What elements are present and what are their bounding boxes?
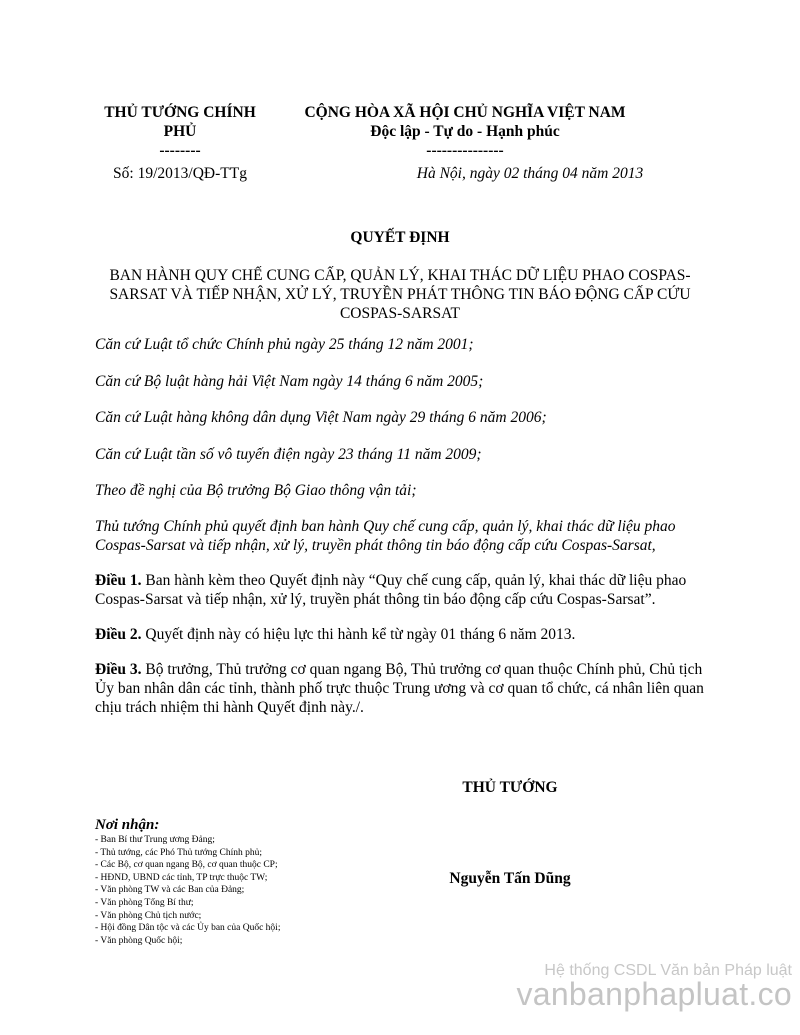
motto-separator: --------------- xyxy=(426,142,504,159)
agency-separator: -------- xyxy=(159,142,201,159)
article-1-text: Ban hành kèm theo Quyết định này “Quy chế cung cấp, quản lý, khai thác dữ liệu phao Cospas-Sarsat và tiếp nhận, xử lý, truyền phát thông tin báo động cấp cứu Cospas-Sarsat”. xyxy=(95,572,687,608)
recipient-item: - Các Bộ, cơ quan ngang Bộ, cơ quan thuộc CP; xyxy=(95,860,278,871)
watermark-caption: Hệ thống CSDL Văn bản Pháp luật xyxy=(544,962,792,979)
article-2 xyxy=(95,625,705,645)
legal-basis-4: Căn cứ Luật tần số vô tuyến điện ngày 23 tháng 11 năm 2009; xyxy=(95,446,482,463)
article-2-label: Điều 2. xyxy=(95,626,142,643)
decision-preamble: Thủ tướng Chính phủ quyết định ban hành Quy chế cung cấp, quản lý, khai thác dữ liệu phao Cospas-Sarsat và tiếp nhận, xử lý, truyền phát thông tin báo động cấp cứu Cospas-Sarsat, xyxy=(95,518,676,554)
recipient-item: - Văn phòng Quốc hội; xyxy=(95,935,183,946)
recipient-item: - Văn phòng Tổng Bí thư; xyxy=(95,898,194,908)
article-1-label: Điều 1. xyxy=(95,572,142,589)
signer-name: Nguyễn Tấn Dũng xyxy=(449,870,571,887)
legal-basis-1: Căn cứ Luật tổ chức Chính phủ ngày 25 tháng 12 năm 2001; xyxy=(95,336,474,353)
article-1 xyxy=(95,571,705,609)
place-and-date: Hà Nội, ngày 02 tháng 04 năm 2013 xyxy=(416,165,644,182)
document-subtitle: BAN HÀNH QUY CHẾ CUNG CẤP, QUẢN LÝ, KHAI THÁC DỮ LIỆU PHAO COSPAS-SARSAT VÀ TIẾP NHẬN, XỬ LÝ, TRUYỀN PHÁT THÔNG TIN BÁO ĐỘNG CẤP CỨU COSPAS-SARSAT xyxy=(109,267,691,322)
national-title: CỘNG HÒA XÃ HỘI CHỦ NGHĨA VIỆT NAM xyxy=(304,104,626,121)
article-3-label: Điều 3. xyxy=(95,661,142,678)
recipient-item: - Ban Bí thư Trung ương Đảng; xyxy=(95,835,215,845)
recipient-item: - Văn phòng Chủ tịch nước; xyxy=(95,910,202,921)
recipient-item: - Thủ tướng, các Phó Thủ tướng Chính phủ; xyxy=(95,847,262,858)
recipient-item: - Văn phòng TW và các Ban của Đảng; xyxy=(95,885,245,896)
national-motto: Độc lập - Tự do - Hạnh phúc xyxy=(370,123,560,140)
watermark-site: vanbanphapluat.co xyxy=(516,976,792,1012)
recipient-item: - HĐND, UBND các tỉnh, TP trực thuộc TW; xyxy=(95,872,268,883)
article-3-text: Bộ trưởng, Thủ trưởng cơ quan ngang Bộ, Thủ trưởng cơ quan thuộc Chính phủ, Chủ tịch Ủy ban nhân dân các tỉnh, thành phố trực thuộc Trung ương và cơ quan tổ chức, cá nhân liên quan chịu trách nhiệm thi hành Quyết định này./. xyxy=(95,661,704,716)
recipients-heading: Nơi nhận: xyxy=(95,817,160,833)
recipient-item: - Hội đồng Dân tộc và các Ủy ban của Quốc hội; xyxy=(95,923,281,934)
issuing-agency: THỦ TƯỚNG CHÍNH PHỦ xyxy=(104,104,256,140)
document-title: QUYẾT ĐỊNH xyxy=(350,229,450,246)
legal-basis-2: Căn cứ Bộ luật hàng hải Việt Nam ngày 14 tháng 6 năm 2005; xyxy=(95,373,484,390)
legal-basis-5: Theo đề nghị của Bộ trưởng Bộ Giao thông vận tải; xyxy=(95,482,417,499)
document-number: Số: 19/2013/QĐ-TTg xyxy=(113,165,247,182)
article-3 xyxy=(95,660,705,717)
legal-basis-3: Căn cứ Luật hàng không dân dụng Việt Nam ngày 29 tháng 6 năm 2006; xyxy=(95,409,547,426)
signer-title: THỦ TƯỚNG xyxy=(462,779,558,796)
article-2-text: Quyết định này có hiệu lực thi hành kể từ ngày 01 tháng 6 năm 2013. xyxy=(141,626,576,643)
